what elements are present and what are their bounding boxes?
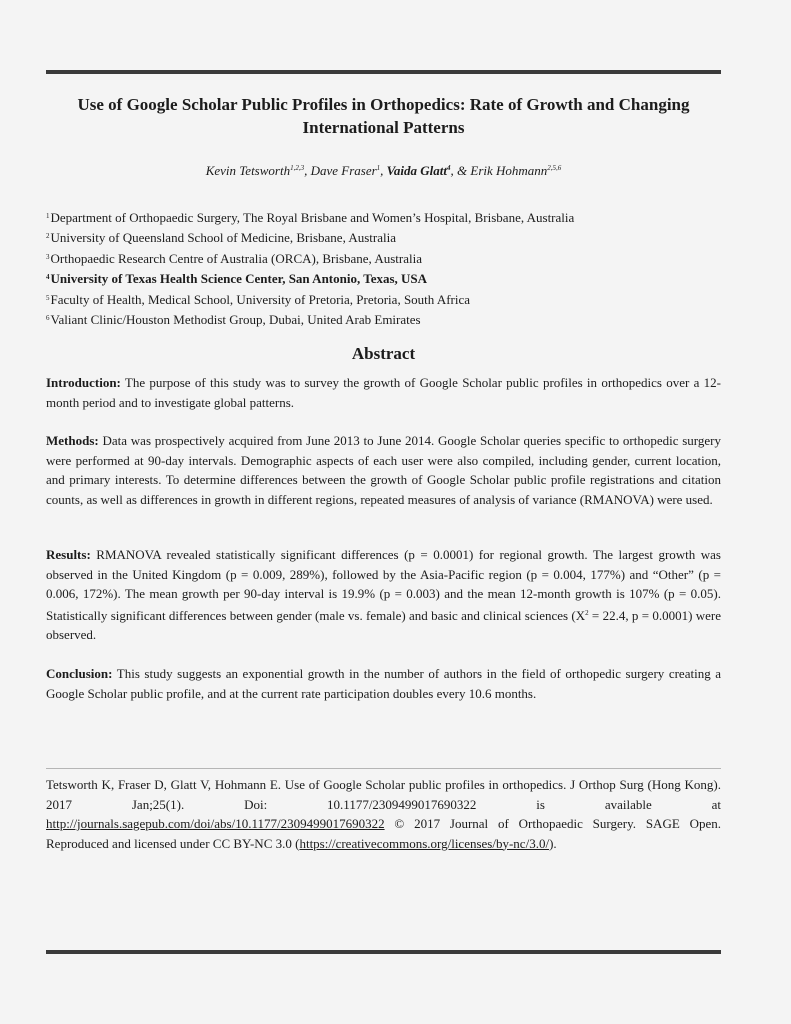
section-label: Methods: [46, 433, 99, 448]
section-label: Introduction: [46, 375, 121, 390]
author-name-highlighted: Vaida Glatt [386, 163, 447, 178]
section-text: Data was prospectively acquired from June 2013 to June 2014. Google Scholar queries specific to orthopedic surgery were performed at 90-day intervals. Demographic aspects of each user were also compiled, including gender, current location, and primary interests. To determine differences between the growth of Google Scholar public profile registrations and citation counts, as well as differences in growth in different regions, repeated measures of analysis of variance (RMANOVA) were used. [46, 433, 721, 507]
citation-block [46, 775, 721, 853]
section-text: This study suggests an exponential growth in the number of authors in the field of orthopedic surgery creating a Google Scholar public profile, and at the current rate participation doubles every 10.6 months. [46, 666, 721, 701]
affiliation-item [46, 207, 721, 227]
author-name: Dave Fraser [310, 163, 377, 178]
citation-divider [46, 768, 721, 769]
affiliation-item [46, 309, 721, 329]
affiliation-number: 3 [46, 252, 50, 261]
affiliation-text: Orthopaedic Research Centre of Australia (ORCA), Brisbane, Australia [50, 250, 422, 266]
citation-text: ). [549, 835, 557, 851]
citation-text: Tetsworth K, Fraser D, Glatt V, Hohmann E. Use of Google Scholar public profiles in orthopedics. J Orthop Surg (Hong Kong). 2017 Jan;25(1). Doi: 10.1177/2309499017690322 is available at [46, 777, 721, 812]
doi-link[interactable]: http://journals.sagepub.com/doi/abs/10.1177/2309499017690322 [46, 816, 385, 831]
affiliation-text: University of Texas Health Science Center, San Antonio, Texas, USA [50, 271, 428, 287]
abstract-methods [46, 431, 721, 509]
bottom-rule [46, 950, 721, 954]
title-line-1: Use of Google Scholar Public Profiles in Orthopedics: Rate of Growth and Changing [77, 95, 690, 114]
abstract-conclusion [46, 664, 721, 703]
paper-title [46, 93, 721, 139]
affiliation-item [46, 289, 721, 309]
abstract-heading: Abstract [351, 344, 416, 363]
affiliation-text: Department of Orthopaedic Surgery, The Royal Brisbane and Women’s Hospital, Brisbane, Australia [50, 210, 575, 225]
citation-text: © 2017 Journal of Orthopaedic Surgery. SAGE Open. Reproduced and licensed under CC BY-NC 3.0 ( [46, 816, 721, 851]
affiliation-text: University of Queensland School of Medicine, Brisbane, Australia [50, 230, 397, 246]
abstract-introduction [46, 373, 721, 412]
affiliation-text: Valiant Clinic/Houston Methodist Group, Dubai, United Arab Emirates [50, 312, 421, 328]
author-affil-sup: 1 [376, 164, 381, 172]
affiliation-item [46, 227, 721, 247]
author-list [46, 163, 721, 179]
affiliation-text: Faculty of Health, Medical School, University of Pretoria, Pretoria, South Africa [50, 291, 471, 307]
affiliation-number: 5 [46, 293, 50, 302]
abstract-results [46, 545, 721, 645]
author-separator: , [304, 163, 311, 178]
affiliation-number: 2 [46, 232, 50, 241]
section-label: Conclusion: [46, 666, 113, 681]
top-rule [46, 70, 721, 74]
affiliation-item-highlighted [46, 268, 721, 288]
author-name: Kevin Tetsworth [205, 163, 291, 178]
author-affil-sup: 1,2,3 [290, 164, 305, 172]
affiliation-list [46, 207, 721, 329]
license-link[interactable]: https://creativecommons.org/licenses/by-nc/3.0/ [299, 835, 550, 851]
author-affil-sup: 4 [447, 164, 451, 172]
author-separator: , & [450, 163, 471, 178]
affiliation-number: 4 [46, 273, 50, 282]
author-name: Erik Hohmann [470, 163, 548, 178]
affiliation-number: 1 [46, 212, 50, 220]
section-text: RMANOVA revealed statistically significant differences (p = 0.0001) for regional growth. The largest growth was observed in the United Kingdom (p = 0.009, 289%), followed by the Asia-Pacific region (p = 0.004, 177%) and “Other” (p = 0.006, 172%). The mean growth per 90-day interval is 19.9% (p = 0.003) and the mean 12-month growth is 107% (p = 0.05). Statistically significant differences between gender (male vs. female) and basic and clinical sciences (X [46, 547, 721, 623]
title-line-2: International Patterns [302, 118, 465, 137]
section-text: The purpose of this study was to survey the growth of Google Scholar public profiles in orthopedics over a 12-month period and to investigate global patterns. [46, 375, 721, 410]
affiliation-number: 6 [46, 314, 50, 323]
section-label: Results: [46, 547, 91, 562]
section-text: = 22.4, p = 0.0001) were observed. [46, 607, 721, 642]
author-affil-sup: 2,5,6 [547, 164, 562, 172]
affiliation-item [46, 248, 721, 268]
superscript: 2 [585, 608, 589, 617]
author-separator: , [380, 163, 387, 178]
